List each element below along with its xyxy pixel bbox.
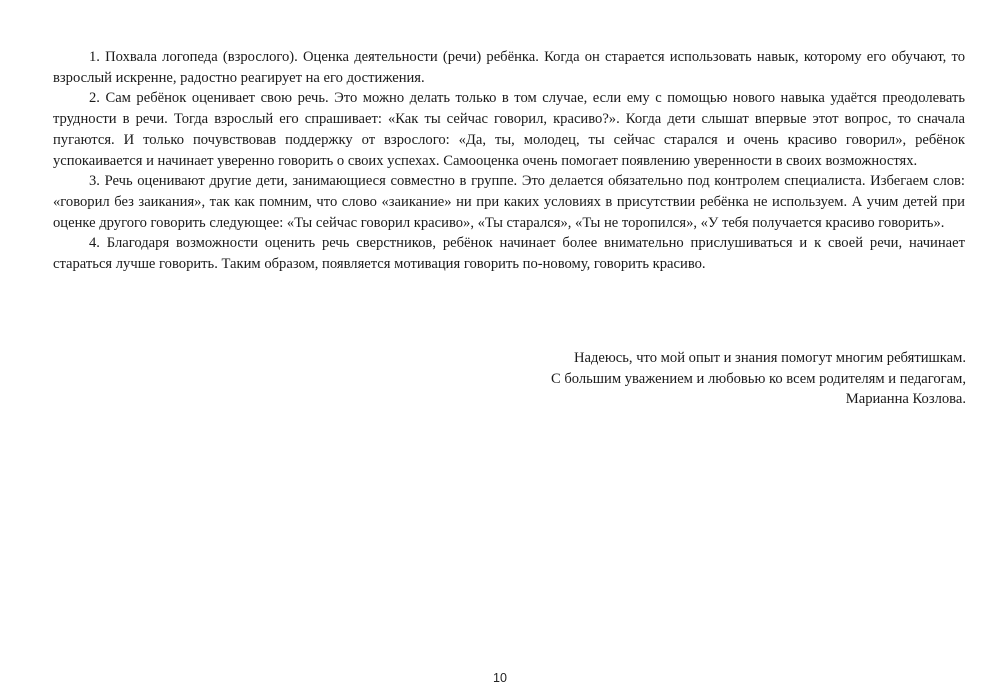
closing-line-1: Надеюсь, что мой опыт и знания помогут многим ребятишкам. bbox=[573, 350, 966, 366]
paragraph-4: 4. Благодаря возможности оценить речь сверстников, ребёнок начинает более внимательно прислушиваться и к своей речи, начинает стараться лучше говорить. Таким образом, появляется мотивация говорить по-новому, говорить красиво. bbox=[53, 235, 965, 273]
closing-block bbox=[406, 348, 966, 410]
paragraph-2: 2. Сам ребёнок оценивает свою речь. Это можно делать только в том случае, если ему с помощью нового навыка удаётся преодолевать трудности в речи. Тогда взрослый его спрашивает: «Как ты сейчас говорил, красиво?». Когда дети слышат впервые этот вопрос, то сначала пугаются. И только почувствовав поддержку от взрослого: «Да, ты, молодец, ты сейчас старался и очень красиво говорил», ребёнок успокаивается и начинает уверенно говорить о своих успехах. Самооценка очень помогает появлению уверенности в своих возможностях. bbox=[53, 90, 965, 169]
author-signature: Марианна Козлова. bbox=[845, 391, 966, 408]
page-number: 10 bbox=[493, 671, 507, 685]
closing-line-2: С большим уважением и любовью ко всем родителям и педагогам, bbox=[550, 370, 966, 387]
paragraph-3: 3. Речь оценивают другие дети, занимающиеся совместно в группе. Это делается обязательно под контролем специалиста. Избегаем слов: «говорил без заикания», так как помним, что слово «заикание» ни при каких условиях в присутствии ребёнка не используем. А учим детей при оценке другого говорить следующее: «Ты сейчас говорил красиво», «Ты старался», «Ты не торопился», «У тебя получается красиво говорить». bbox=[53, 173, 965, 231]
document-body bbox=[53, 47, 965, 275]
paragraph-1: 1. Похвала логопеда (взрослого). Оценка деятельности (речи) ребёнка. Когда он старается использовать навык, которому его обучают, то взрослый искренне, радостно реагирует на его достижения. bbox=[53, 49, 965, 86]
